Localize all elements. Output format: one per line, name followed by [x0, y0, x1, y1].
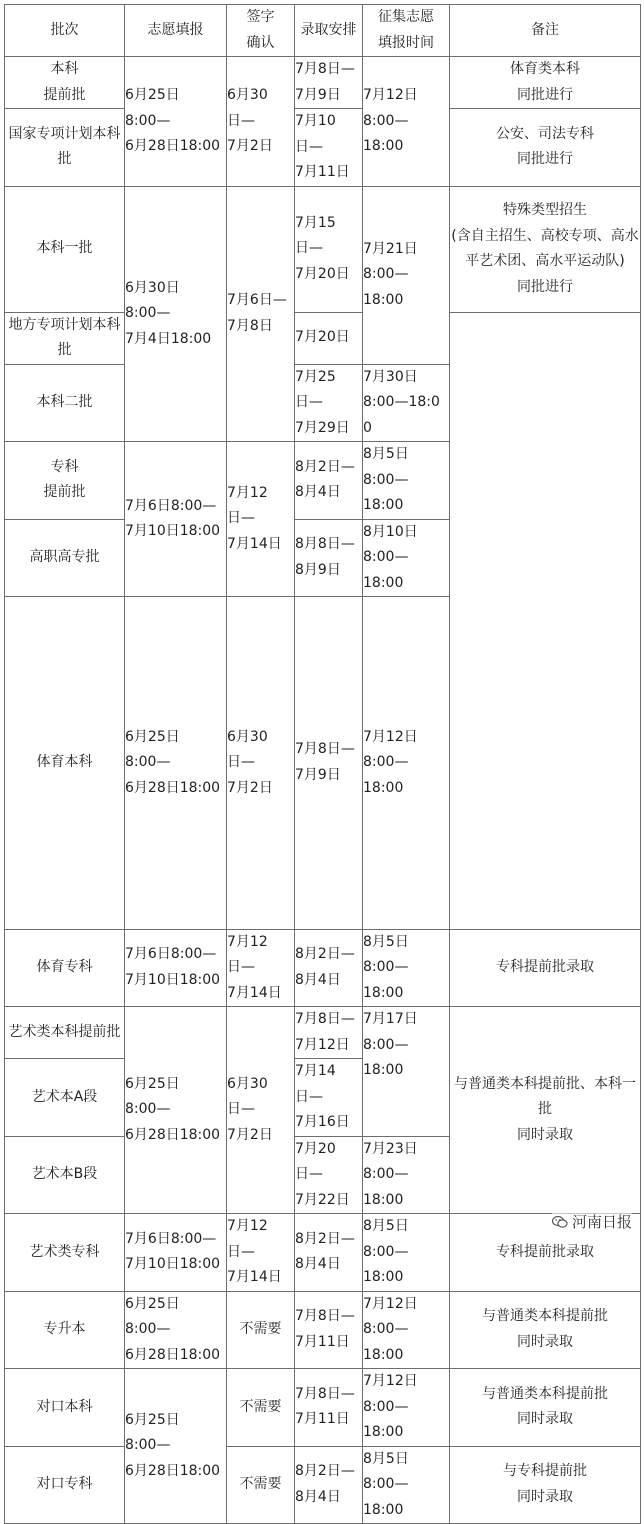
sign-cell: 6月30 日— 7月2日	[227, 597, 295, 930]
fill-cell: 7月6日8:00— 7月10日18:00	[125, 442, 227, 597]
header-row	[5, 5, 641, 57]
admit-cell: 7月25 日— 7月29日	[295, 364, 363, 442]
header-batch: 批次	[5, 5, 125, 57]
collect-cell: 8月5日 8:00— 18:00	[363, 1446, 450, 1524]
fill-cell: 6月25日 8:00— 6月28日18:00	[125, 1369, 227, 1524]
batch-cell: 对口专科	[5, 1446, 125, 1524]
batch-cell: 专科 提前批	[5, 442, 125, 520]
table-row	[5, 1007, 641, 1059]
table-row	[5, 1214, 641, 1292]
wechat-icon	[552, 1215, 568, 1229]
collect-cell: 8月5日 8:00— 18:00	[363, 1214, 450, 1292]
admit-cell: 7月8日— 7月11日	[295, 1291, 363, 1369]
collect-cell: 7月23日 8:00— 18:00	[363, 1136, 450, 1214]
admit-cell: 8月2日— 8月4日	[295, 442, 363, 520]
collect-cell: 7月17日 8:00— 18:00	[363, 1007, 450, 1137]
admit-cell: 7月8日— 7月9日	[295, 597, 363, 930]
batch-cell: 艺术本B段	[5, 1136, 125, 1214]
collect-cell: 8月10日 8:00— 18:00	[363, 519, 450, 597]
sign-cell: 不需要	[227, 1446, 295, 1524]
table-row	[5, 312, 641, 364]
sign-cell: 7月12 日— 7月14日	[227, 442, 295, 597]
note-cell-empty	[450, 312, 641, 929]
admission-schedule-table	[4, 4, 641, 1524]
fill-cell: 7月6日8:00— 7月10日18:00	[125, 929, 227, 1007]
admit-cell: 7月20 日— 7月22日	[295, 1136, 363, 1214]
admit-cell: 7月14 日— 7月16日	[295, 1059, 363, 1137]
note-cell: 与普通类本科提前批、本科一批 同时录取	[450, 1007, 641, 1214]
header-fill: 志愿填报	[125, 5, 227, 57]
note-cell: 与专科提前批 同时录取	[450, 1446, 641, 1524]
sign-cell: 7月12 日— 7月14日	[227, 1214, 295, 1292]
batch-cell: 本科二批	[5, 364, 125, 442]
admit-cell: 8月2日— 8月4日	[295, 929, 363, 1007]
collect-cell: 8月5日 8:00— 18:00	[363, 442, 450, 520]
watermark	[552, 1211, 632, 1232]
sign-cell: 不需要	[227, 1369, 295, 1447]
admit-cell: 7月15 日— 7月20日	[295, 186, 363, 312]
batch-cell: 国家专项计划本科 批	[5, 109, 125, 187]
header-admit: 录取安排	[295, 5, 363, 57]
batch-cell: 对口本科	[5, 1369, 125, 1447]
collect-cell: 7月12日 8:00— 18:00	[363, 1291, 450, 1369]
admit-cell: 7月8日— 7月9日	[295, 57, 363, 109]
fill-cell: 7月6日8:00— 7月10日18:00	[125, 1214, 227, 1292]
header-sign: 签字 确认	[227, 5, 295, 57]
table-row	[5, 1291, 641, 1369]
batch-cell: 体育专科	[5, 929, 125, 1007]
batch-cell: 地方专项计划本科 批	[5, 312, 125, 364]
sign-cell: 6月30 日— 7月2日	[227, 57, 295, 187]
table-row	[5, 57, 641, 109]
batch-cell: 艺术类专科	[5, 1214, 125, 1292]
collect-cell: 7月12日 8:00— 18:00	[363, 597, 450, 930]
fill-cell: 6月25日 8:00— 6月28日18:00	[125, 57, 227, 187]
batch-cell: 专升本	[5, 1291, 125, 1369]
note-cell: 与普通类本科提前批 同时录取	[450, 1369, 641, 1447]
sign-cell: 不需要	[227, 1291, 295, 1369]
batch-cell: 高职高专批	[5, 519, 125, 597]
collect-cell: 7月21日 8:00— 18:00	[363, 186, 450, 364]
admit-cell: 7月8日— 7月11日	[295, 1369, 363, 1447]
sign-cell: 6月30 日— 7月2日	[227, 1007, 295, 1214]
admit-cell: 8月2日— 8月4日	[295, 1214, 363, 1292]
watermark-text: 河南日报	[571, 1213, 632, 1231]
collect-cell: 8月5日 8:00— 18:00	[363, 929, 450, 1007]
batch-cell: 本科 提前批	[5, 57, 125, 109]
header-note: 备注	[450, 5, 641, 57]
admit-cell: 7月8日— 7月12日	[295, 1007, 363, 1059]
batch-cell: 体育本科	[5, 597, 125, 930]
collect-cell: 7月12日 8:00— 18:00	[363, 1369, 450, 1447]
note-cell: 特殊类型招生 (含自主招生、高校专项、高水平艺术团、高水平运动队) 同批进行	[450, 186, 641, 312]
table-row	[5, 1446, 641, 1524]
admit-cell: 8月8日— 8月9日	[295, 519, 363, 597]
note-cell: 专科提前批录取	[450, 929, 641, 1007]
collect-cell: 7月12日 8:00— 18:00	[363, 57, 450, 187]
sign-cell: 7月12 日— 7月14日	[227, 929, 295, 1007]
header-collect: 征集志愿 填报时间	[363, 5, 450, 57]
admit-cell: 8月2日— 8月4日	[295, 1446, 363, 1524]
batch-cell: 艺术本A段	[5, 1059, 125, 1137]
note-cell: 公安、司法专科 同批进行	[450, 109, 641, 187]
table-row	[5, 929, 641, 1007]
fill-cell: 6月30日 8:00— 7月4日18:00	[125, 186, 227, 442]
admit-cell: 7月20日	[295, 312, 363, 364]
table-row	[5, 1369, 641, 1447]
sign-cell: 7月6日— 7月8日	[227, 186, 295, 442]
note-cell: 与普通类本科提前批 同时录取	[450, 1291, 641, 1369]
collect-cell: 7月30日 8:00—18:0 0	[363, 364, 450, 442]
fill-cell: 6月25日 8:00— 6月28日18:00	[125, 1007, 227, 1214]
table-row	[5, 109, 641, 187]
note-cell: 体育类本科 同批进行	[450, 57, 641, 109]
note-cell: 专科提前批录取	[450, 1214, 641, 1292]
fill-cell: 6月25日 8:00— 6月28日18:00	[125, 1291, 227, 1369]
batch-cell: 本科一批	[5, 186, 125, 312]
admit-cell: 7月10 日— 7月11日	[295, 109, 363, 187]
batch-cell: 艺术类本科提前批	[5, 1007, 125, 1059]
fill-cell: 6月25日 8:00— 6月28日18:00	[125, 597, 227, 930]
table-row	[5, 186, 641, 312]
